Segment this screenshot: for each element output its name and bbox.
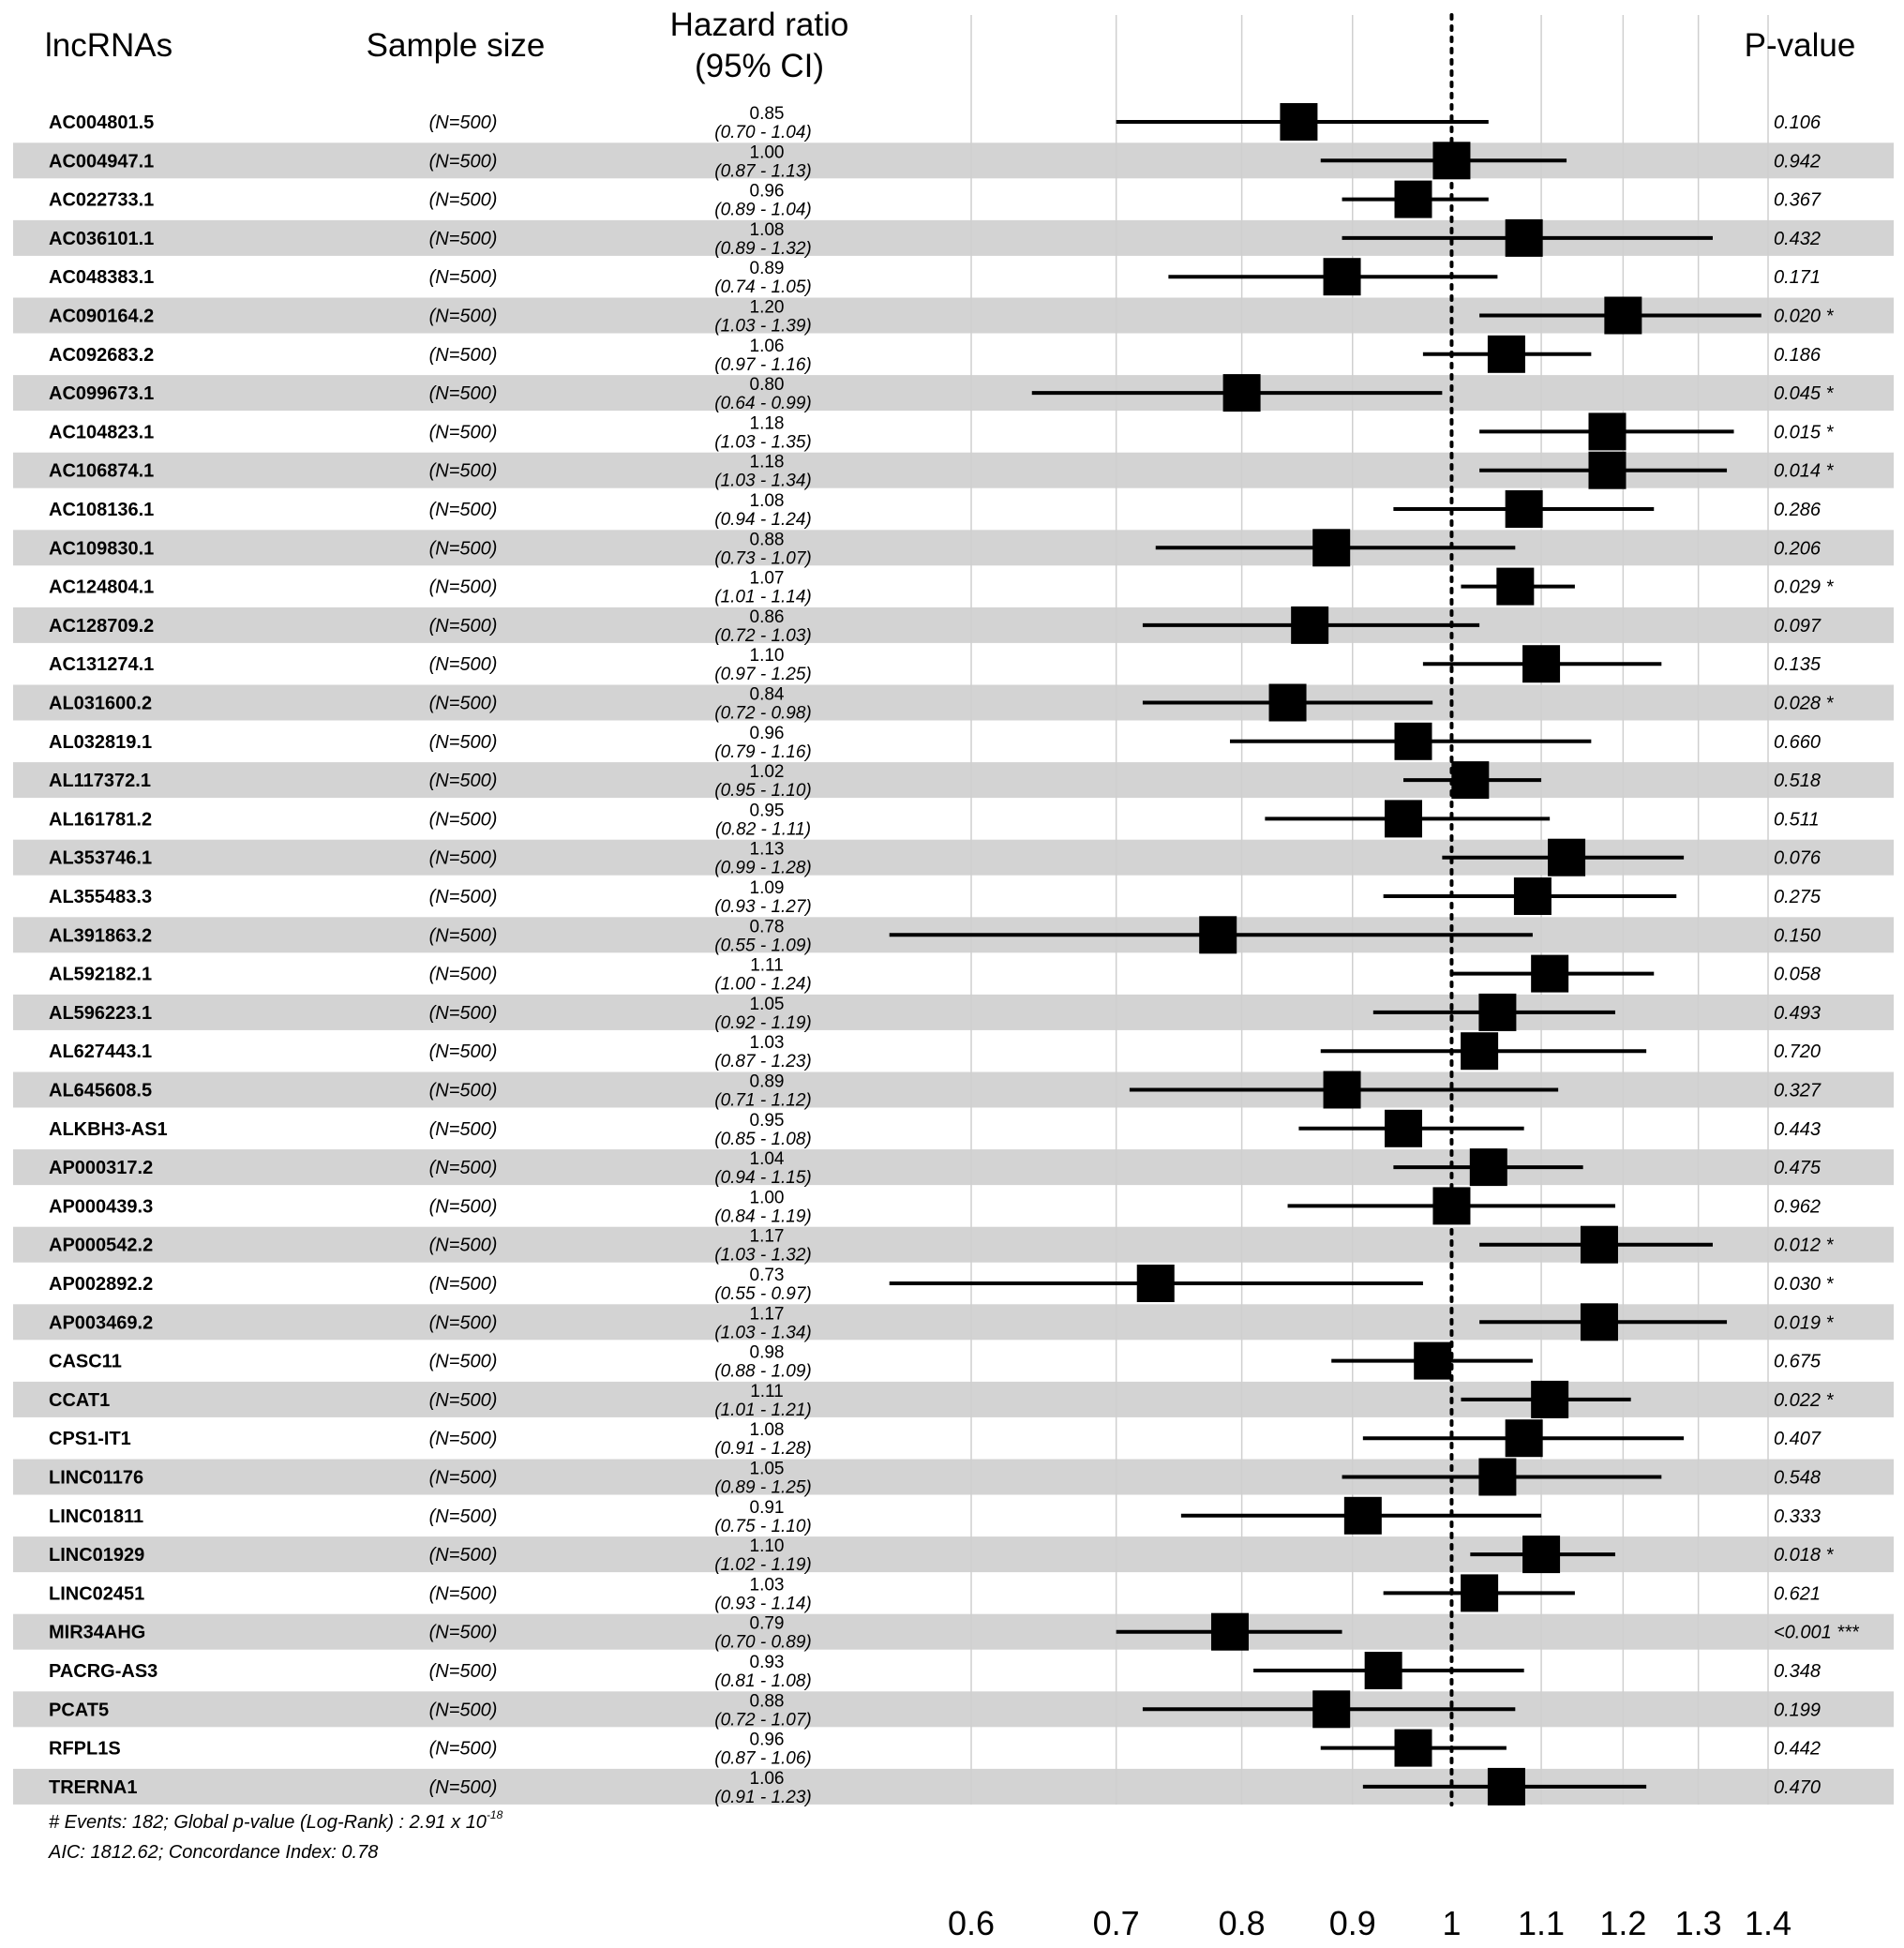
ci-range: (1.01 - 1.21)	[714, 1400, 812, 1420]
sample-size: (N=500)	[428, 500, 498, 520]
hazard-ratio-point	[1385, 1110, 1422, 1147]
hazard-ratio-point	[1395, 181, 1432, 218]
gene-name: AP000542.2	[49, 1235, 154, 1256]
sample-size: (N=500)	[428, 925, 498, 947]
hazard-ratio-value: 0.86	[749, 607, 785, 627]
ci-range: (0.72 - 0.98)	[714, 703, 812, 724]
ci-range: (0.94 - 1.24)	[714, 510, 812, 530]
sample-size: (N=500)	[428, 538, 498, 560]
ci-range: (0.89 - 1.04)	[714, 200, 812, 220]
p-value: 0.199	[1774, 1700, 1822, 1721]
p-value: 0.186	[1774, 344, 1822, 366]
gene-name: AC128709.2	[49, 615, 155, 637]
hazard-ratio-value: 1.13	[749, 839, 785, 860]
p-value: 0.443	[1774, 1118, 1822, 1140]
gene-name: LINC01929	[49, 1545, 145, 1566]
hazard-ratio-value: 1.10	[749, 1536, 785, 1557]
hazard-ratio-value: 1.06	[749, 336, 785, 356]
ci-range: (1.03 - 1.34)	[714, 1323, 812, 1343]
p-value: 0.030 *	[1774, 1274, 1834, 1295]
p-value: 0.333	[1774, 1506, 1822, 1527]
hazard-ratio-point	[1461, 1574, 1498, 1611]
p-value: 0.470	[1774, 1776, 1822, 1798]
p-value: 0.019 *	[1774, 1312, 1834, 1334]
hazard-ratio-value: 1.06	[749, 1768, 785, 1789]
ci-range: (0.64 - 0.99)	[714, 394, 812, 414]
hazard-ratio-point	[1414, 1342, 1451, 1380]
hazard-ratio-point	[1395, 723, 1432, 760]
hazard-ratio-point	[1324, 258, 1361, 295]
ci-range: (0.87 - 1.06)	[714, 1748, 812, 1769]
gene-name: AC092683.2	[49, 344, 155, 366]
sample-size: (N=500)	[428, 577, 498, 598]
p-value: 0.962	[1774, 1196, 1822, 1218]
ci-range: (0.88 - 1.09)	[714, 1361, 812, 1382]
gene-name: AP002892.2	[49, 1274, 154, 1295]
ci-range: (1.00 - 1.24)	[714, 974, 812, 995]
hazard-ratio-value: 0.88	[749, 1691, 785, 1712]
p-value: 0.493	[1774, 1002, 1822, 1024]
gene-name: AL627443.1	[49, 1041, 153, 1063]
ci-range: (0.84 - 1.19)	[714, 1206, 812, 1227]
ci-range: (0.91 - 1.28)	[714, 1439, 812, 1460]
sample-size: (N=500)	[428, 228, 498, 249]
hazard-ratio-point	[1223, 374, 1261, 412]
hazard-ratio-point	[1514, 877, 1552, 915]
p-value: 0.720	[1774, 1041, 1822, 1063]
x-tick-label: 0.9	[1328, 1904, 1376, 1942]
hazard-ratio-value: 0.89	[749, 1071, 785, 1092]
gene-name: TRERNA1	[49, 1776, 138, 1798]
sample-size: (N=500)	[428, 383, 498, 405]
hazard-ratio-point	[1291, 607, 1328, 644]
hazard-ratio-point	[1506, 490, 1543, 528]
sample-size: (N=500)	[428, 422, 498, 443]
ci-range: (0.55 - 1.09)	[714, 936, 812, 956]
hazard-ratio-point	[1395, 1730, 1432, 1767]
x-tick-label: 0.8	[1218, 1904, 1266, 1942]
row-band	[13, 1691, 1894, 1727]
sample-size: (N=500)	[428, 964, 498, 985]
hazard-ratio-value: 0.89	[749, 259, 785, 279]
hazard-ratio-value: 0.79	[749, 1613, 785, 1634]
hazard-ratio-value: 0.98	[749, 1342, 785, 1363]
sample-size: (N=500)	[428, 1080, 498, 1101]
ci-range: (0.72 - 1.03)	[714, 625, 812, 646]
hazard-ratio-point	[1432, 142, 1470, 179]
row-band	[13, 762, 1894, 798]
ci-range: (0.82 - 1.11)	[714, 819, 812, 840]
hazard-ratio-value: 0.95	[749, 801, 785, 821]
ci-range: (0.91 - 1.23)	[714, 1787, 812, 1807]
hazard-ratio-value: 1.20	[749, 297, 785, 318]
gene-name: AC099673.1	[49, 383, 155, 405]
sample-size: (N=500)	[428, 112, 498, 133]
p-value: 0.097	[1774, 615, 1822, 637]
hazard-ratio-point	[1451, 761, 1489, 799]
sample-size: (N=500)	[428, 809, 498, 831]
gene-name: PCAT5	[49, 1700, 110, 1721]
p-value: 0.621	[1774, 1583, 1822, 1605]
hazard-ratio-point	[1588, 452, 1626, 489]
ci-range: (0.89 - 1.32)	[714, 238, 812, 259]
sample-size: (N=500)	[428, 1661, 498, 1682]
gene-name: AC022733.1	[49, 189, 155, 211]
row-band	[13, 142, 1894, 178]
ci-range: (0.87 - 1.13)	[714, 161, 812, 182]
sample-size: (N=500)	[428, 1235, 498, 1256]
sample-size: (N=500)	[428, 1583, 498, 1605]
p-value: 0.367	[1774, 189, 1822, 211]
ci-range: (1.03 - 1.32)	[714, 1245, 812, 1266]
ci-range: (0.92 - 1.19)	[714, 1012, 812, 1033]
hazard-ratio-point	[1488, 336, 1525, 373]
gene-name: CPS1-IT1	[49, 1429, 131, 1450]
sample-size: (N=500)	[428, 267, 498, 289]
hazard-ratio-point	[1581, 1303, 1618, 1341]
ci-range: (0.97 - 1.16)	[714, 354, 812, 375]
sample-size: (N=500)	[428, 771, 498, 792]
sample-size: (N=500)	[428, 151, 498, 172]
hazard-ratio-point	[1488, 1768, 1525, 1806]
p-value: 0.012 *	[1774, 1235, 1834, 1256]
gene-name: ALKBH3-AS1	[49, 1118, 168, 1140]
p-value: 0.548	[1774, 1467, 1822, 1489]
p-value: 0.442	[1774, 1738, 1822, 1760]
gene-name: AL592182.1	[49, 964, 153, 985]
x-tick-label: 1.3	[1674, 1904, 1722, 1942]
gene-name: AC048383.1	[49, 267, 155, 289]
sample-size: (N=500)	[428, 1622, 498, 1643]
gene-name: AL117372.1	[49, 771, 151, 792]
row-band	[13, 1149, 1894, 1185]
hazard-ratio-value: 1.02	[749, 762, 785, 783]
hazard-ratio-value: 0.80	[749, 375, 785, 396]
p-value: 0.076	[1774, 847, 1822, 869]
sample-size: (N=500)	[428, 1545, 498, 1566]
hazard-ratio-value: 0.95	[749, 1110, 785, 1131]
p-value: 0.432	[1774, 228, 1822, 249]
hazard-ratio-value: 0.91	[749, 1497, 785, 1518]
p-value: 0.206	[1774, 538, 1822, 560]
p-value: 0.135	[1774, 654, 1822, 676]
p-value: 0.029 *	[1774, 577, 1834, 598]
row-band	[13, 607, 1894, 643]
hazard-ratio-point	[1344, 1497, 1382, 1535]
hazard-ratio-point	[1478, 1459, 1516, 1496]
gene-name: AC004947.1	[49, 151, 155, 172]
hazard-ratio-point	[1211, 1613, 1249, 1651]
p-value: 0.014 *	[1774, 460, 1834, 482]
ci-range: (0.55 - 0.97)	[714, 1284, 812, 1304]
gene-name: AC124804.1	[49, 577, 155, 598]
hazard-ratio-value: 0.96	[749, 723, 785, 743]
sample-size: (N=500)	[428, 1351, 498, 1372]
gene-name: AP000317.2	[49, 1158, 154, 1179]
hazard-ratio-point	[1470, 1148, 1507, 1186]
ci-range: (0.93 - 1.27)	[714, 897, 812, 917]
ci-range: (0.99 - 1.28)	[714, 858, 812, 878]
ci-range: (0.97 - 1.25)	[714, 665, 812, 685]
hazard-ratio-point	[1548, 839, 1585, 877]
hazard-ratio-value: 1.03	[749, 1575, 785, 1596]
footer-events	[49, 1808, 503, 1833]
p-value: 0.028 *	[1774, 693, 1834, 714]
hazard-ratio-value: 1.17	[749, 1304, 785, 1325]
gene-name: AC090164.2	[49, 306, 155, 327]
p-value: 0.475	[1774, 1158, 1822, 1179]
gridline-layer	[971, 15, 1768, 1805]
sample-size: (N=500)	[428, 693, 498, 714]
header-p-value: P-value	[1744, 27, 1856, 64]
x-tick-label: 1	[1442, 1904, 1462, 1942]
ci-range: (0.89 - 1.25)	[714, 1477, 812, 1498]
sample-size: (N=500)	[428, 1738, 498, 1760]
hazard-ratio-point	[1506, 1419, 1543, 1457]
gene-name: AL391863.2	[49, 925, 153, 947]
sample-size: (N=500)	[428, 1776, 498, 1798]
hazard-ratio-point	[1496, 568, 1534, 606]
hazard-ratio-point	[1432, 1187, 1470, 1224]
ci-range: (0.75 - 1.10)	[714, 1516, 812, 1536]
row-band	[13, 1614, 1894, 1650]
hazard-ratio-value: 1.07	[749, 568, 785, 589]
gene-name: AL645608.5	[49, 1080, 153, 1101]
p-value: <0.001 ***	[1774, 1622, 1859, 1643]
gene-name: AL161781.2	[49, 809, 153, 831]
gene-name: LINC01811	[49, 1506, 144, 1527]
ci-range: (1.03 - 1.35)	[714, 432, 812, 453]
hazard-ratio-point	[1461, 1032, 1498, 1070]
ci-range: (1.02 - 1.19)	[714, 1555, 812, 1576]
sample-size: (N=500)	[428, 1506, 498, 1527]
gene-name: AC104823.1	[49, 422, 155, 443]
hazard-ratio-value: 1.17	[749, 1226, 785, 1247]
ci-range: (0.95 - 1.10)	[714, 781, 812, 802]
sample-size: (N=500)	[428, 1196, 498, 1218]
hazard-ratio-value: 1.03	[749, 1033, 785, 1054]
sample-size: (N=500)	[428, 1158, 498, 1179]
ci-range: (0.70 - 0.89)	[714, 1632, 812, 1653]
p-value: 0.020 *	[1774, 306, 1834, 327]
hazard-ratio-point	[1137, 1265, 1175, 1302]
p-value: 0.675	[1774, 1351, 1822, 1372]
hazard-ratio-point	[1199, 916, 1237, 953]
hazard-ratio-value: 1.11	[750, 955, 784, 976]
gene-name: AP000439.3	[49, 1196, 154, 1218]
ci-range: (0.74 - 1.05)	[714, 277, 812, 298]
gene-name: AP003469.2	[49, 1312, 154, 1334]
row-band	[13, 375, 1894, 414]
gene-name: LINC01176	[49, 1467, 144, 1489]
hazard-ratio-point	[1280, 103, 1317, 141]
gene-name: LINC02451	[49, 1583, 145, 1605]
hazard-ratio-value: 1.18	[749, 413, 785, 434]
hazard-ratio-value: 1.05	[749, 994, 785, 1014]
p-value: 0.150	[1774, 925, 1822, 947]
x-tick-label: 0.6	[947, 1904, 996, 1942]
ci-range: (0.85 - 1.08)	[714, 1129, 812, 1149]
sample-size: (N=500)	[428, 1118, 498, 1140]
hazard-ratio-point	[1478, 994, 1516, 1031]
p-value: 0.275	[1774, 887, 1822, 907]
hazard-ratio-value: 1.04	[749, 1149, 785, 1170]
sample-size: (N=500)	[428, 1429, 498, 1450]
sample-size: (N=500)	[428, 1274, 498, 1295]
hazard-ratio-point	[1324, 1071, 1361, 1109]
hazard-ratio-point	[1588, 412, 1626, 450]
p-value: 0.015 *	[1774, 422, 1834, 443]
footer-aic: AIC: 1812.62; Concordance Index: 0.78	[49, 1842, 379, 1863]
hazard-ratio-value: 1.18	[749, 452, 785, 472]
x-axis-ticks	[948, 1904, 1792, 1942]
row-band	[13, 1072, 1894, 1108]
hazard-ratio-value: 0.93	[749, 1653, 785, 1672]
p-value: 0.660	[1774, 731, 1822, 753]
hazard-ratio-value: 1.09	[749, 878, 785, 898]
header-lncrnas: lncRNAs	[45, 27, 173, 64]
gene-name: AC004801.5	[49, 112, 155, 133]
gene-name: PACRG-AS3	[49, 1661, 158, 1682]
hazard-ratio-point	[1522, 1536, 1560, 1573]
gene-name: AC131274.1	[49, 654, 155, 676]
hazard-ratio-point	[1506, 219, 1543, 257]
sample-size: (N=500)	[428, 1002, 498, 1024]
p-value: 0.018 *	[1774, 1545, 1834, 1566]
p-value: 0.407	[1774, 1429, 1822, 1450]
gene-name: CCAT1	[49, 1389, 111, 1411]
sample-size: (N=500)	[428, 887, 498, 907]
ci-range: (0.79 - 1.16)	[714, 742, 812, 762]
hazard-ratio-value: 0.85	[749, 104, 785, 124]
sample-size: (N=500)	[428, 1312, 498, 1334]
hazard-ratio-point	[1531, 955, 1568, 993]
gene-name: AC036101.1	[49, 228, 155, 249]
sample-size: (N=500)	[428, 460, 498, 482]
ci-range: (0.87 - 1.23)	[714, 1052, 812, 1072]
footer-exponent: -18	[486, 1808, 503, 1821]
ci-range: (0.93 - 1.14)	[714, 1594, 812, 1614]
sample-size: (N=500)	[428, 654, 498, 676]
gene-name: AL353746.1	[49, 847, 153, 869]
ci-range: (1.01 - 1.14)	[714, 587, 812, 607]
gene-name: CASC11	[49, 1351, 122, 1372]
gene-name: AC109830.1	[49, 538, 155, 560]
hazard-ratio-point	[1581, 1226, 1618, 1264]
p-value: 0.942	[1774, 151, 1822, 172]
hazard-ratio-value: 0.88	[749, 530, 785, 550]
hazard-ratio-value: 0.96	[749, 181, 785, 202]
hazard-ratio-value: 1.08	[749, 219, 785, 240]
p-value: 0.511	[1774, 809, 1820, 831]
ci-range: (1.03 - 1.39)	[714, 316, 812, 337]
footer-events-text: # Events: 182; Global p-value (Log-Rank) : 2.91 x 10	[49, 1812, 487, 1833]
gene-name: RFPL1S	[49, 1738, 121, 1760]
ci-range: (0.73 - 1.07)	[714, 548, 812, 569]
hazard-ratio-value: 1.11	[750, 1381, 784, 1401]
hazard-ratio-value: 1.10	[749, 646, 785, 667]
sample-size: (N=500)	[428, 306, 498, 327]
row-band	[13, 685, 1894, 721]
sample-size: (N=500)	[428, 1467, 498, 1489]
p-value: 0.348	[1774, 1661, 1822, 1682]
hazard-ratio-point	[1312, 1690, 1350, 1728]
x-tick-label: 1.1	[1518, 1904, 1566, 1942]
p-value: 0.022 *	[1774, 1389, 1834, 1411]
header-sample-size: Sample size	[366, 27, 546, 64]
hazard-ratio-value: 0.96	[749, 1730, 785, 1750]
sample-size: (N=500)	[428, 1389, 498, 1411]
gene-name: AC108136.1	[49, 500, 155, 520]
x-tick-label: 1.2	[1599, 1904, 1647, 1942]
hazard-ratio-value: 1.08	[749, 491, 785, 511]
hazard-ratio-point	[1522, 645, 1560, 682]
ci-range: (0.70 - 1.04)	[714, 123, 812, 142]
header-ci: (95% CI)	[694, 48, 825, 84]
sample-size: (N=500)	[428, 1041, 498, 1063]
ci-range: (0.81 - 1.08)	[714, 1671, 812, 1691]
p-value: 0.045 *	[1774, 383, 1834, 405]
sample-size: (N=500)	[428, 847, 498, 869]
hazard-ratio-point	[1531, 1381, 1568, 1418]
hazard-ratio-point	[1312, 529, 1350, 566]
hazard-ratio-value: 1.05	[749, 1459, 785, 1479]
sample-size: (N=500)	[428, 615, 498, 637]
hazard-ratio-value: 0.84	[749, 684, 785, 705]
p-value: 0.327	[1774, 1080, 1822, 1101]
ci-range: (0.72 - 1.07)	[714, 1710, 812, 1731]
sample-size: (N=500)	[428, 344, 498, 366]
hazard-ratio-value: 1.00	[749, 142, 785, 163]
p-value: 0.286	[1774, 500, 1822, 520]
hazard-ratio-point	[1385, 800, 1422, 837]
hazard-ratio-point	[1604, 297, 1642, 335]
hazard-ratio-value: 0.78	[749, 917, 785, 937]
sample-size: (N=500)	[428, 189, 498, 211]
gene-name: AL596223.1	[49, 1002, 153, 1024]
hazard-ratio-value: 0.73	[749, 1266, 785, 1285]
header-hazard-ratio: Hazard ratio	[669, 7, 849, 43]
ci-range: (0.94 - 1.15)	[714, 1168, 812, 1189]
x-tick-label: 1.4	[1744, 1904, 1792, 1942]
gene-name: AL355483.3	[49, 887, 153, 907]
hazard-ratio-point	[1269, 684, 1307, 722]
gene-name: AC106874.1	[49, 460, 155, 482]
gene-name: AL031600.2	[49, 693, 153, 714]
p-value: 0.518	[1774, 771, 1822, 792]
hazard-ratio-point	[1365, 1652, 1402, 1689]
ci-range: (1.03 - 1.34)	[714, 471, 812, 491]
p-value: 0.171	[1774, 267, 1822, 289]
gene-name: AL032819.1	[49, 731, 153, 753]
sample-size: (N=500)	[428, 731, 498, 753]
hazard-ratio-value: 1.00	[749, 1188, 785, 1208]
row-band	[13, 530, 1894, 565]
sample-size: (N=500)	[428, 1700, 498, 1721]
x-tick-label: 0.7	[1092, 1904, 1140, 1942]
ci-range: (0.71 - 1.12)	[714, 1090, 812, 1111]
gene-name: MIR34AHG	[49, 1622, 146, 1643]
hazard-ratio-value: 1.08	[749, 1420, 785, 1441]
p-value: 0.058	[1774, 964, 1822, 985]
p-value: 0.106	[1774, 112, 1822, 133]
